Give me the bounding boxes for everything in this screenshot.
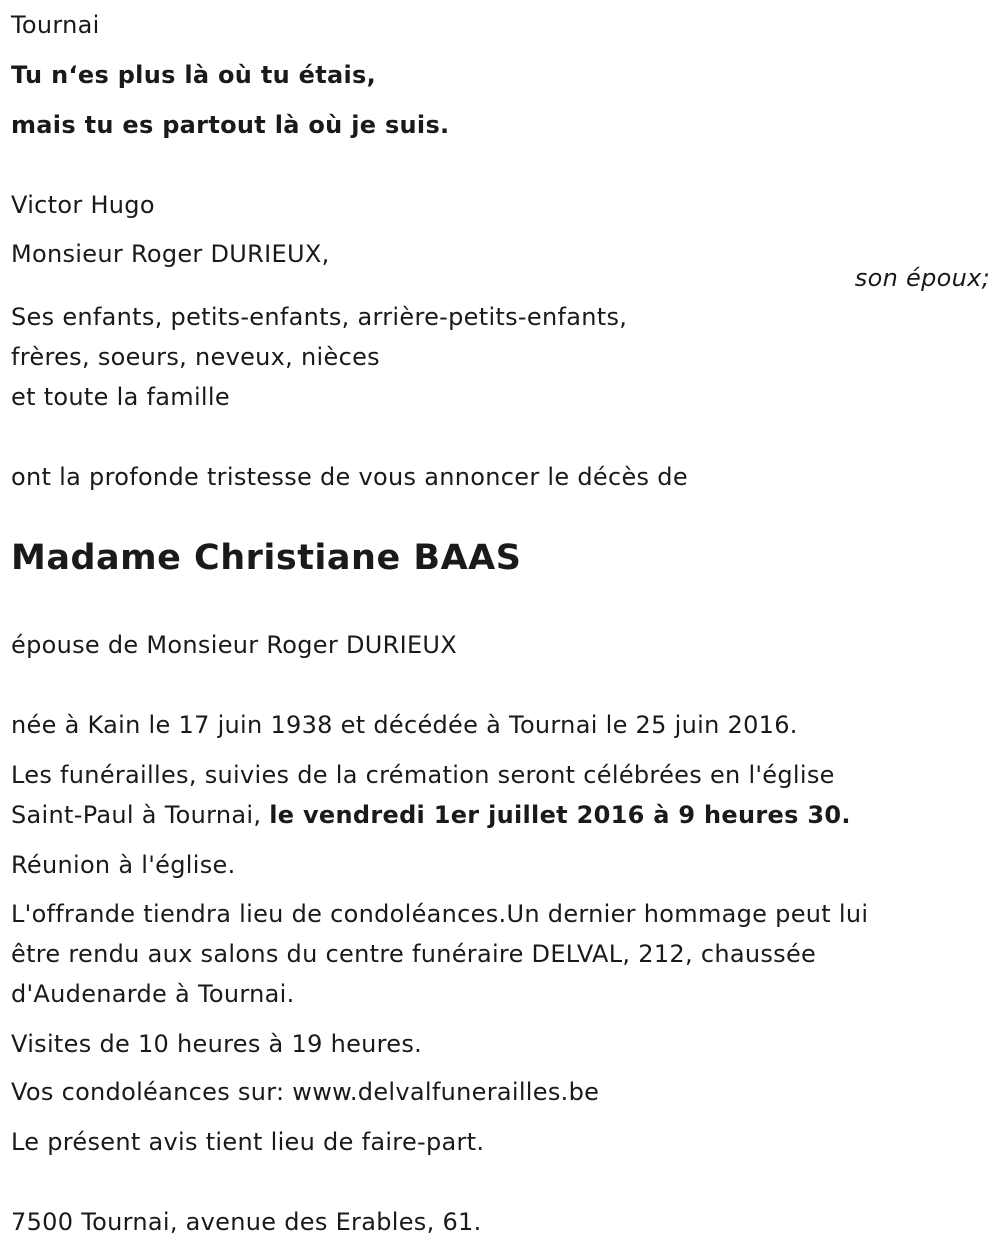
quote-line-1: Tu n‘es plus là où tu étais, (11, 61, 377, 89)
family-line-1: Ses enfants, petits-enfants, arrière-petits-enfants, (11, 303, 628, 331)
quote-author: Victor Hugo (11, 191, 155, 219)
spouse-role: son époux; (854, 264, 990, 292)
funeral-line-1: Les funérailles, suivies de la crémation seront célébrées en l'église (11, 761, 835, 789)
spouse-of-text: épouse de Monsieur Roger DURIEUX (11, 631, 458, 659)
condolences-text: Vos condoléances sur: www.delvalfunerailles.be (11, 1078, 600, 1106)
family-line-3: et toute la famille (11, 383, 230, 411)
visits-text: Visites de 10 heures à 19 heures. (11, 1030, 423, 1058)
offering-line-2: être rendu aux salons du centre funéraire DELVAL, 212, chaussée (11, 940, 817, 968)
spouse-name: Monsieur Roger DURIEUX, (11, 240, 330, 268)
notice-text: Le présent avis tient lieu de faire-part. (11, 1128, 485, 1156)
city-heading: Tournai (11, 11, 100, 39)
family-line-2: frères, soeurs, neveux, nièces (11, 343, 380, 371)
offering-line-1: L'offrande tiendra lieu de condoléances.Un dernier hommage peut lui (11, 900, 869, 928)
funeral-line-2 (11, 795, 851, 835)
funeral-location: Saint-Paul à Tournai, (11, 801, 270, 829)
announcement-text: ont la profonde tristesse de vous annoncer le décès de (11, 463, 688, 491)
deceased-name: Madame Christiane BAAS (11, 538, 522, 578)
address-text: 7500 Tournai, avenue des Erables, 61. (11, 1208, 482, 1236)
quote-line-2: mais tu es partout là où je suis. (11, 111, 450, 139)
offering-line-3: d'Audenarde à Tournai. (11, 980, 295, 1008)
birth-death-dates: née à Kain le 17 juin 1938 et décédée à Tournai le 25 juin 2016. (11, 711, 798, 739)
funeral-datetime: le vendredi 1er juillet 2016 à 9 heures 30. (269, 801, 851, 829)
meeting-text: Réunion à l'église. (11, 851, 236, 879)
